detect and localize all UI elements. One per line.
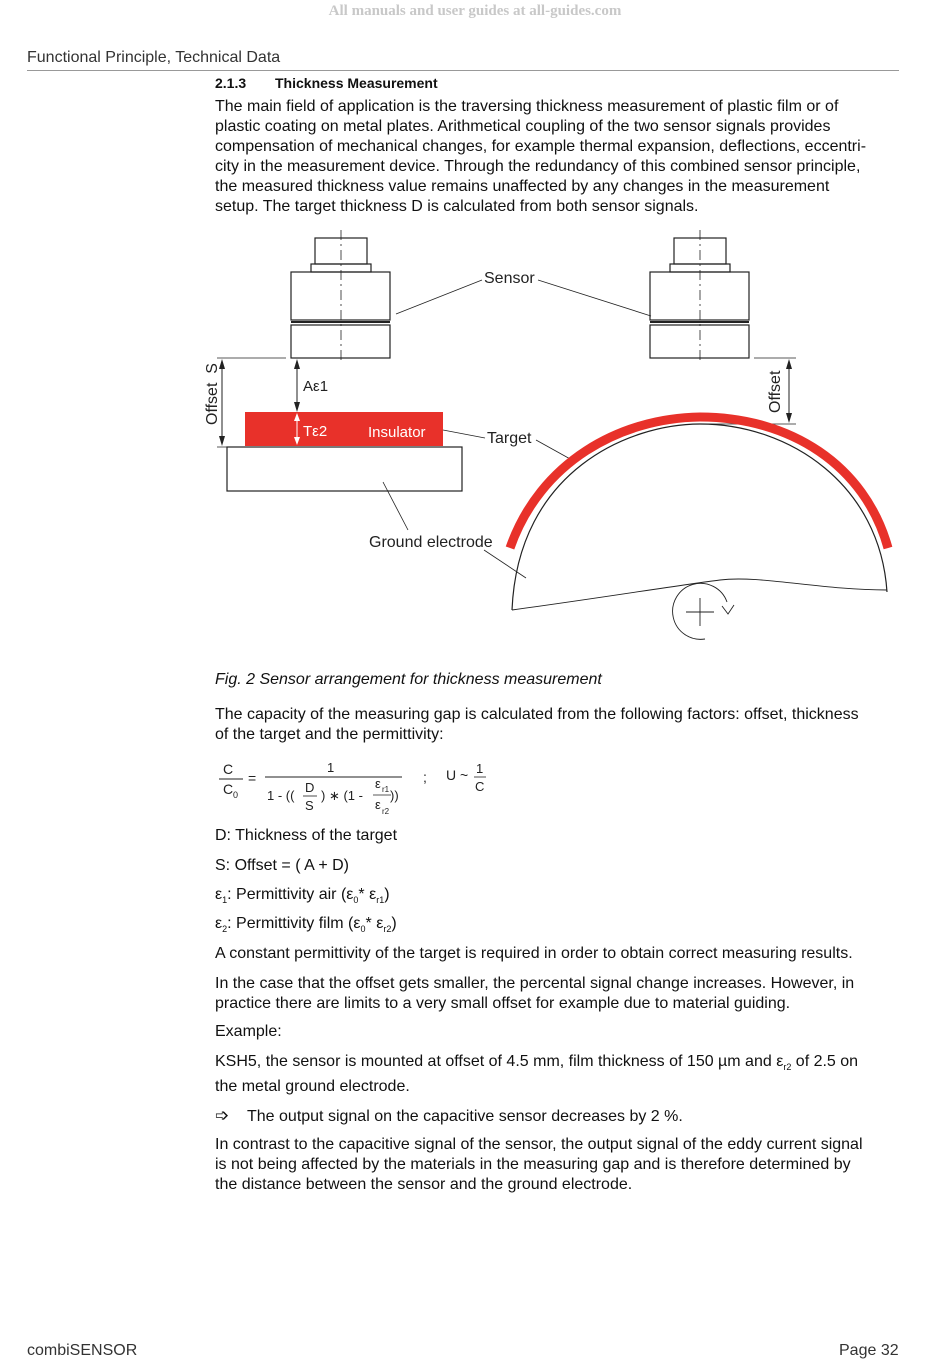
result-statement bbox=[215, 1106, 683, 1127]
formula-s: S bbox=[305, 798, 314, 813]
definition-text: ) bbox=[391, 915, 397, 932]
formula-denominator-prefix: 1 - (( bbox=[267, 788, 295, 803]
page-header-title: Functional Principle, Technical Data bbox=[27, 49, 281, 66]
dimension-arrowhead bbox=[786, 413, 792, 423]
formula-eps-top: ε bbox=[375, 776, 381, 791]
example-paragraph bbox=[215, 1052, 900, 1097]
right-sensor bbox=[650, 230, 749, 362]
ground-electrode-label: Ground electrode bbox=[369, 534, 493, 551]
formula-eps-r2: r2 bbox=[382, 807, 390, 816]
target-leader-line bbox=[536, 440, 572, 460]
t-eps2-label: Tε2 bbox=[303, 423, 328, 440]
intro-line: the measured thickness value remains unaffected by any changes in the measurement bbox=[215, 178, 830, 195]
definition-d: D: Thickness of the target bbox=[215, 827, 398, 844]
section-number: 2.1.3 bbox=[215, 75, 247, 91]
intro-line: setup. The target thickness D is calculated from both sensor signals. bbox=[215, 198, 699, 215]
offset-paragraph bbox=[215, 974, 900, 1014]
left-sensor bbox=[291, 230, 390, 362]
formula-denominator-end: )) bbox=[390, 788, 399, 803]
formula-lhs-numerator: C bbox=[223, 761, 234, 777]
formula-tilde: ~ bbox=[460, 767, 469, 783]
definition-text: * ε bbox=[358, 886, 377, 903]
footer-page-number: Page 32 bbox=[839, 1342, 899, 1359]
epsilon-symbol: ε bbox=[215, 915, 223, 932]
capacity-formula bbox=[215, 758, 515, 820]
subscript: 0 bbox=[360, 924, 366, 935]
subscript: 2 bbox=[222, 924, 228, 935]
contrast-line: is not being affected by the materials in the measuring gap and is therefore determined by bbox=[215, 1156, 851, 1173]
formula-d: D bbox=[305, 780, 315, 795]
footer-product-name: combiSENSOR bbox=[27, 1342, 138, 1359]
roll-outline bbox=[512, 424, 887, 610]
intro-line: plastic coating on metal plates. Arithmetical coupling of the two sensor signals provides bbox=[215, 118, 831, 135]
sensor-leader-line bbox=[396, 280, 482, 314]
epsilon-symbol: ε bbox=[215, 886, 223, 903]
offset-line: practice there are limits to a very small offset for example due to material guiding. bbox=[215, 995, 791, 1012]
formula-lhs-denominator: C bbox=[223, 781, 234, 797]
sensor-leader-line bbox=[538, 280, 651, 316]
offset-s-label: Offset S bbox=[204, 363, 221, 425]
example-text: of 2.5 on bbox=[791, 1053, 859, 1070]
formula-u-denominator: C bbox=[475, 779, 485, 794]
example-label: Example: bbox=[215, 1023, 282, 1040]
dimension-arrowhead bbox=[294, 402, 300, 412]
subscript: r2 bbox=[783, 1062, 792, 1073]
capacity-line: The capacity of the measuring gap is calculated from the following factors: offset, thickness bbox=[215, 706, 859, 723]
intro-line: compensation of mechanical changes, for example thermal expansion, deflections, eccentri- bbox=[215, 138, 867, 155]
watermark: All manuals and user guides at all-guides.com bbox=[328, 3, 622, 19]
a-eps1-label: Aε1 bbox=[303, 378, 329, 395]
formula-separator: ; bbox=[423, 769, 427, 785]
capacity-paragraph bbox=[215, 705, 900, 745]
definition-text: : Permittivity film (ε bbox=[227, 915, 361, 932]
result-text: The output signal on the capacitive sensor decreases by 2 %. bbox=[247, 1108, 683, 1125]
subscript: 0 bbox=[353, 895, 359, 906]
dimension-arrowhead bbox=[294, 359, 300, 369]
offset-label: Offset bbox=[767, 370, 784, 413]
capacity-line: of the target and the permittivity: bbox=[215, 726, 444, 743]
ground-electrode-leader bbox=[484, 550, 526, 578]
ground-electrode-leader bbox=[383, 482, 408, 530]
intro-line: city in the measurement device. Through the redundancy of this combined sensor principle, bbox=[215, 158, 861, 175]
rotation-icon bbox=[673, 583, 734, 639]
figure-caption: Fig. 2 Sensor arrangement for thickness measurement bbox=[215, 671, 602, 688]
definition-epsilon1 bbox=[215, 885, 390, 910]
contrast-line: the distance between the sensor and the ground electrode. bbox=[215, 1176, 633, 1193]
contrast-paragraph bbox=[215, 1135, 900, 1195]
dimension-arrowhead bbox=[786, 359, 792, 369]
target-leader-line bbox=[443, 430, 485, 438]
section-title: Thickness Measurement bbox=[275, 75, 438, 91]
dimension-arrowhead bbox=[219, 436, 225, 446]
definition-text: ) bbox=[384, 886, 390, 903]
subscript: 1 bbox=[222, 895, 228, 906]
contrast-line: In contrast to the capacitive signal of the sensor, the output signal of the eddy current signal bbox=[215, 1136, 863, 1153]
formula-u: U bbox=[446, 767, 457, 783]
constant-permittivity-text: A constant permittivity of the target is required in order to obtain correct measuring results. bbox=[215, 945, 853, 962]
offset-line: In the case that the offset gets smaller, the percental signal change increases. However, in bbox=[215, 975, 855, 992]
definition-epsilon2 bbox=[215, 914, 397, 939]
definition-text: : Permittivity air (ε bbox=[227, 886, 354, 903]
target-film-arc bbox=[510, 417, 888, 548]
intro-line: The main field of application is the traversing thickness measurement of plastic film or of bbox=[215, 98, 839, 115]
definition-text: * ε bbox=[365, 915, 384, 932]
example-text: the metal ground electrode. bbox=[215, 1078, 410, 1096]
formula-u-numerator: 1 bbox=[476, 761, 484, 776]
insulator-label: Insulator bbox=[368, 424, 426, 441]
target-label: Target bbox=[487, 430, 532, 447]
definition-s: S: Offset = ( A + D) bbox=[215, 857, 349, 874]
subscript: r1 bbox=[376, 895, 385, 906]
formula-eps-bottom: ε bbox=[375, 797, 381, 812]
example-text: KSH5, the sensor is mounted at offset of 4.5 mm, film thickness of 150 µm and ε bbox=[215, 1053, 784, 1070]
formula-denominator-mid: ) ∗ (1 - bbox=[321, 788, 363, 803]
sensor-label: Sensor bbox=[484, 270, 535, 287]
ground-electrode-plate bbox=[227, 447, 462, 491]
formula-eps-r1: r1 bbox=[382, 785, 390, 794]
formula-numerator: 1 bbox=[327, 760, 335, 775]
formula-lhs-subscript: 0 bbox=[233, 790, 239, 800]
subscript: r2 bbox=[383, 924, 392, 935]
arrow-right-icon: ➩ bbox=[215, 1106, 230, 1125]
formula-equals: = bbox=[248, 770, 257, 786]
